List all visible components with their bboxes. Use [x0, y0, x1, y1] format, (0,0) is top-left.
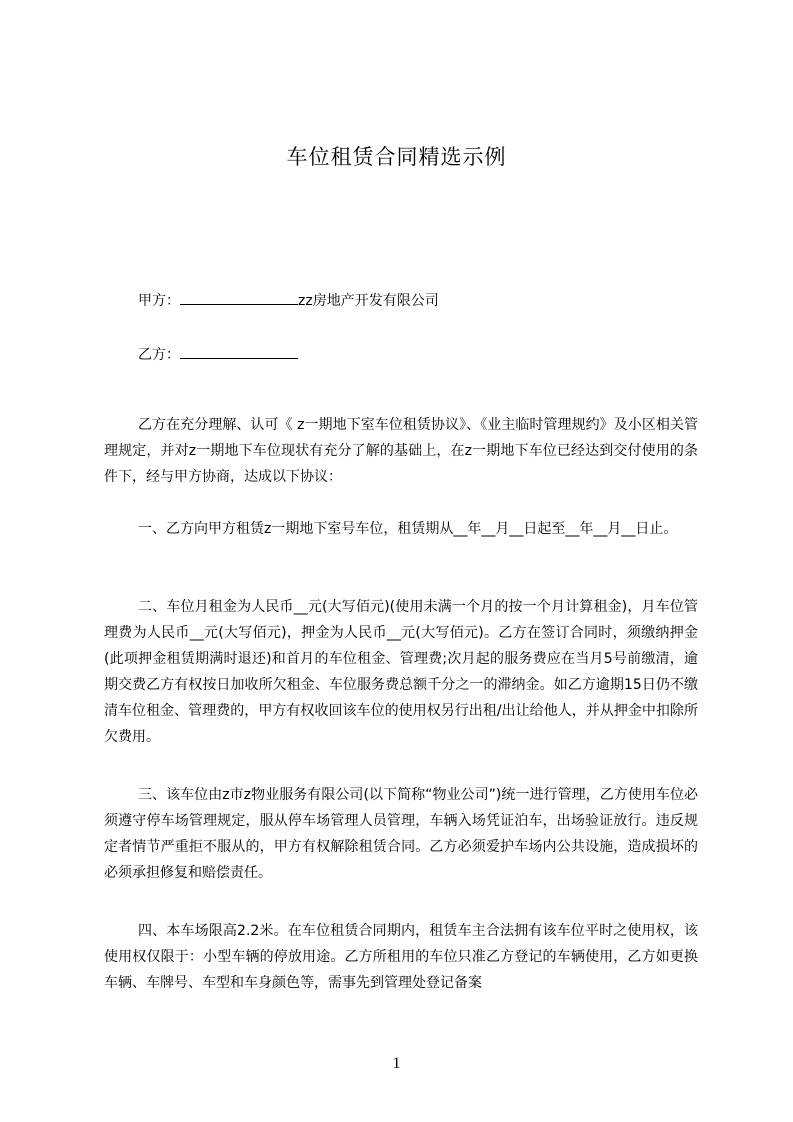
document-title: 车位租赁合同精选示例 — [286, 145, 507, 169]
party-b-blank — [180, 344, 298, 359]
intro-paragraph: 乙方在充分理解、认可《 z一期地下室车位租赁协议》、《业主临时管理规约》及小区相关管理规定，并对z一期地下车位现状有充分了解的基础上，在z一期地下车位已经达到交付使用的条件下，经与甲方协商，达成以下协议： — [104, 417, 698, 485]
party-a-company: zz房地产开发有限公司 — [298, 293, 439, 309]
clause-2-paragraph: 二、车位月租金为人民币__元(大写佰元)(使用未满一个月的按一个月计算租金)，月车位管理费为人民币__元(大写佰元)，押金为人民币__元(大写佰元)。乙方在签订合同时，须缴纳押金(此项押金租赁期满时退还)和首月的车位租金、管理费;次月起的服务费应在当月5号前缴清，逾期交费乙方有权按日加收所欠租金、车位服务费总额千分之一的滞纳金。如乙方逾期15日仍不缴清车位租金、管理费的，甲方有权收回该车位的使用权另行出租/出让给他人，并从押金中扣除所欠费用。 — [104, 599, 698, 745]
party-a-line — [138, 290, 439, 311]
clause-4-paragraph: 四、本车场限高2.2米。在车位租赁合同期内，租赁车主合法拥有该车位平时之使用权，该使用权仅限于：小型车辆的停放用途。乙方所租用的车位只准乙方登记的车辆使用，乙方如更换车辆、车牌号、车型和车身颜色等，需事先到管理处登记备案 — [104, 923, 698, 991]
clause-3-paragraph: 三、该车位由z市z物业服务有限公司(以下简称“物业公司”)统一进行管理，乙方使用车位必须遵守停车场管理规定，服从停车场管理人员管理，车辆入场凭证泊车，出场验证放行。违反规定者情节严重拒不服从的，甲方有权解除租赁合同。乙方必须爱护车场内公共设施，造成损坏的必须承担修复和赔偿责任。 — [104, 787, 698, 881]
party-b-label: 乙方： — [138, 347, 180, 363]
clause-1-paragraph: 一、乙方向甲方租赁z一期地下室号车位，租赁期从__年__月__日起至__年__月__日止。 — [138, 521, 678, 537]
party-a-blank — [180, 290, 298, 305]
party-b-line — [138, 344, 298, 365]
party-a-label: 甲方： — [138, 293, 180, 309]
page-number: 1 — [392, 1055, 401, 1072]
